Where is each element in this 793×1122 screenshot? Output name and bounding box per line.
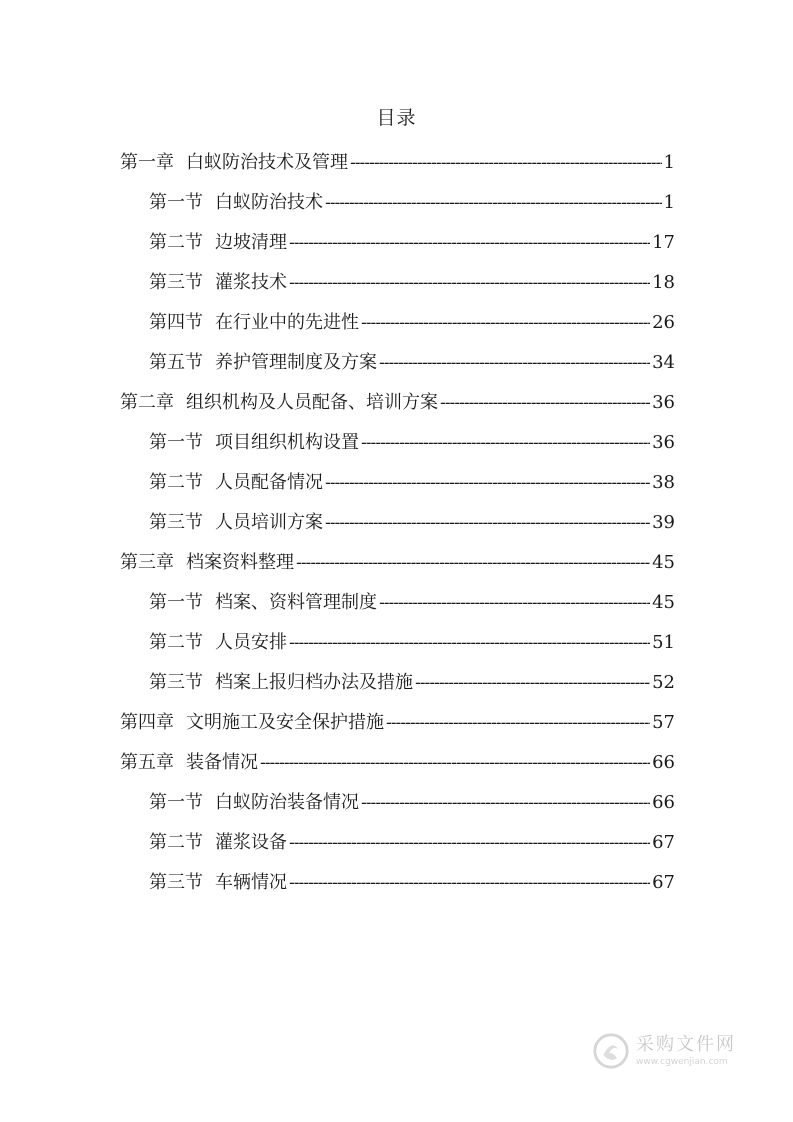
toc-page-number: 26 bbox=[652, 312, 675, 333]
toc-entry-label bbox=[149, 663, 413, 703]
toc-section-entry[interactable] bbox=[120, 343, 675, 383]
toc-page-number: 18 bbox=[652, 272, 675, 293]
toc-entry-number: 第五章 bbox=[120, 752, 174, 773]
toc-entry-text: 档案上报归档办法及措施 bbox=[215, 672, 413, 693]
toc-entry-label bbox=[149, 463, 323, 503]
toc-page-number: 57 bbox=[652, 712, 675, 733]
toc-page-number: 34 bbox=[652, 352, 675, 373]
toc-entry-text: 白蚁防治技术 bbox=[215, 192, 323, 213]
toc-section-entry[interactable] bbox=[120, 183, 675, 223]
toc-dot-leader bbox=[289, 223, 650, 263]
toc-chapter-entry[interactable] bbox=[120, 543, 675, 583]
toc-entry-label bbox=[149, 303, 359, 343]
toc-entry-number: 第二节 bbox=[149, 232, 203, 253]
toc-entry-number: 第一节 bbox=[149, 592, 203, 613]
watermark-url: www.cgwenjian.com bbox=[636, 1056, 728, 1067]
toc-chapter-entry[interactable] bbox=[120, 383, 675, 423]
toc-section-entry[interactable] bbox=[120, 223, 675, 263]
toc-entry-text: 项目组织机构设置 bbox=[215, 432, 359, 453]
toc-entry-number: 第三章 bbox=[120, 552, 174, 573]
toc-section-entry[interactable] bbox=[120, 663, 675, 703]
toc-chapter-entry[interactable] bbox=[120, 743, 675, 783]
toc-page-number: 52 bbox=[652, 672, 675, 693]
toc-dot-leader bbox=[379, 343, 650, 383]
toc-entry-text: 在行业中的先进性 bbox=[215, 312, 359, 333]
toc-page-number: 67 bbox=[652, 872, 675, 893]
toc-section-entry[interactable] bbox=[120, 303, 675, 343]
toc-entry-text: 组织机构及人员配备、培训方案 bbox=[186, 392, 438, 413]
toc-page-number: 36 bbox=[652, 392, 675, 413]
toc-page-number: 45 bbox=[652, 552, 675, 573]
toc-dot-leader bbox=[361, 783, 650, 823]
toc-dot-leader bbox=[289, 823, 650, 863]
toc-entry-number: 第三节 bbox=[149, 272, 203, 293]
toc-page-number: 1 bbox=[663, 192, 675, 213]
table-of-contents bbox=[120, 143, 675, 903]
toc-chapter-entry[interactable] bbox=[120, 703, 675, 743]
toc-entry-number: 第二章 bbox=[120, 392, 174, 413]
toc-dot-leader bbox=[260, 743, 650, 783]
toc-entry-label bbox=[149, 263, 287, 303]
toc-page-number: 51 bbox=[652, 632, 675, 653]
toc-page-number: 38 bbox=[652, 472, 675, 493]
toc-dot-leader bbox=[296, 543, 650, 583]
toc-entry-label bbox=[149, 583, 377, 623]
toc-page-number: 67 bbox=[652, 832, 675, 853]
toc-entry-number: 第一节 bbox=[149, 432, 203, 453]
toc-entry-text: 白蚁防治技术及管理 bbox=[186, 152, 348, 173]
toc-dot-leader bbox=[379, 583, 650, 623]
toc-entry-text: 人员配备情况 bbox=[215, 472, 323, 493]
toc-entry-label bbox=[120, 543, 294, 583]
toc-dot-leader bbox=[361, 423, 650, 463]
toc-entry-text: 装备情况 bbox=[186, 752, 258, 773]
toc-entry-text: 人员培训方案 bbox=[215, 512, 323, 533]
toc-entry-label bbox=[149, 423, 359, 463]
toc-entry-number: 第一节 bbox=[149, 792, 203, 813]
toc-section-entry[interactable] bbox=[120, 783, 675, 823]
toc-entry-label bbox=[149, 183, 323, 223]
toc-dot-leader bbox=[350, 143, 662, 183]
toc-dot-leader bbox=[325, 183, 662, 223]
toc-section-entry[interactable] bbox=[120, 623, 675, 663]
toc-entry-label bbox=[149, 223, 287, 263]
toc-section-entry[interactable] bbox=[120, 463, 675, 503]
toc-entry-label bbox=[120, 143, 348, 183]
toc-entry-text: 边坡清理 bbox=[215, 232, 287, 253]
toc-section-entry[interactable] bbox=[120, 503, 675, 543]
toc-entry-number: 第三节 bbox=[149, 872, 203, 893]
toc-section-entry[interactable] bbox=[120, 263, 675, 303]
toc-dot-leader bbox=[325, 463, 650, 503]
toc-entry-number: 第二节 bbox=[149, 832, 203, 853]
toc-entry-text: 灌浆技术 bbox=[215, 272, 287, 293]
toc-dot-leader bbox=[289, 863, 650, 903]
toc-dot-leader bbox=[386, 703, 650, 743]
toc-entry-label bbox=[149, 503, 323, 543]
toc-entry-number: 第三节 bbox=[149, 672, 203, 693]
toc-entry-number: 第二节 bbox=[149, 472, 203, 493]
toc-section-entry[interactable] bbox=[120, 863, 675, 903]
toc-entry-text: 养护管理制度及方案 bbox=[215, 352, 377, 373]
toc-title: 目录 bbox=[376, 107, 417, 129]
watermark-name: 采购文件网 bbox=[636, 1033, 736, 1055]
toc-entry-number: 第四节 bbox=[149, 312, 203, 333]
toc-entry-text: 车辆情况 bbox=[215, 872, 287, 893]
toc-entry-text: 文明施工及安全保护措施 bbox=[186, 712, 384, 733]
toc-entry-label bbox=[149, 783, 359, 823]
toc-chapter-entry[interactable] bbox=[120, 143, 675, 183]
toc-entry-number: 第四章 bbox=[120, 712, 174, 733]
toc-page-number: 66 bbox=[652, 752, 675, 773]
cgwenjian-logo-icon bbox=[592, 1032, 630, 1070]
toc-entry-label bbox=[120, 383, 438, 423]
toc-section-entry[interactable] bbox=[120, 583, 675, 623]
toc-entry-text: 灌浆设备 bbox=[215, 832, 287, 853]
toc-page-number: 17 bbox=[652, 232, 675, 253]
toc-entry-number: 第一节 bbox=[149, 192, 203, 213]
toc-entry-text: 人员安排 bbox=[215, 632, 287, 653]
toc-dot-leader bbox=[440, 383, 650, 423]
toc-entry-number: 第二节 bbox=[149, 632, 203, 653]
toc-entry-label bbox=[120, 703, 384, 743]
watermark bbox=[592, 1030, 752, 1072]
toc-entry-label bbox=[149, 863, 287, 903]
toc-page-number: 66 bbox=[652, 792, 675, 813]
toc-entry-number: 第一章 bbox=[120, 152, 174, 173]
toc-entry-label bbox=[149, 343, 377, 383]
toc-entry-number: 第五节 bbox=[149, 352, 203, 373]
toc-entry-text: 档案、资料管理制度 bbox=[215, 592, 377, 613]
toc-dot-leader bbox=[415, 663, 650, 703]
toc-dot-leader bbox=[325, 503, 650, 543]
toc-page-number: 45 bbox=[652, 592, 675, 613]
toc-entry-text: 白蚁防治装备情况 bbox=[215, 792, 359, 813]
toc-page-number: 1 bbox=[663, 152, 675, 173]
toc-entry-number: 第三节 bbox=[149, 512, 203, 533]
toc-section-entry[interactable] bbox=[120, 423, 675, 463]
toc-section-entry[interactable] bbox=[120, 823, 675, 863]
toc-entry-label bbox=[149, 823, 287, 863]
toc-dot-leader bbox=[289, 263, 650, 303]
toc-entry-label bbox=[120, 743, 258, 783]
toc-page-number: 39 bbox=[652, 512, 675, 533]
toc-dot-leader bbox=[361, 303, 650, 343]
toc-page-number: 36 bbox=[652, 432, 675, 453]
toc-dot-leader bbox=[289, 623, 650, 663]
toc-entry-text: 档案资料整理 bbox=[186, 552, 294, 573]
toc-entry-label bbox=[149, 623, 287, 663]
